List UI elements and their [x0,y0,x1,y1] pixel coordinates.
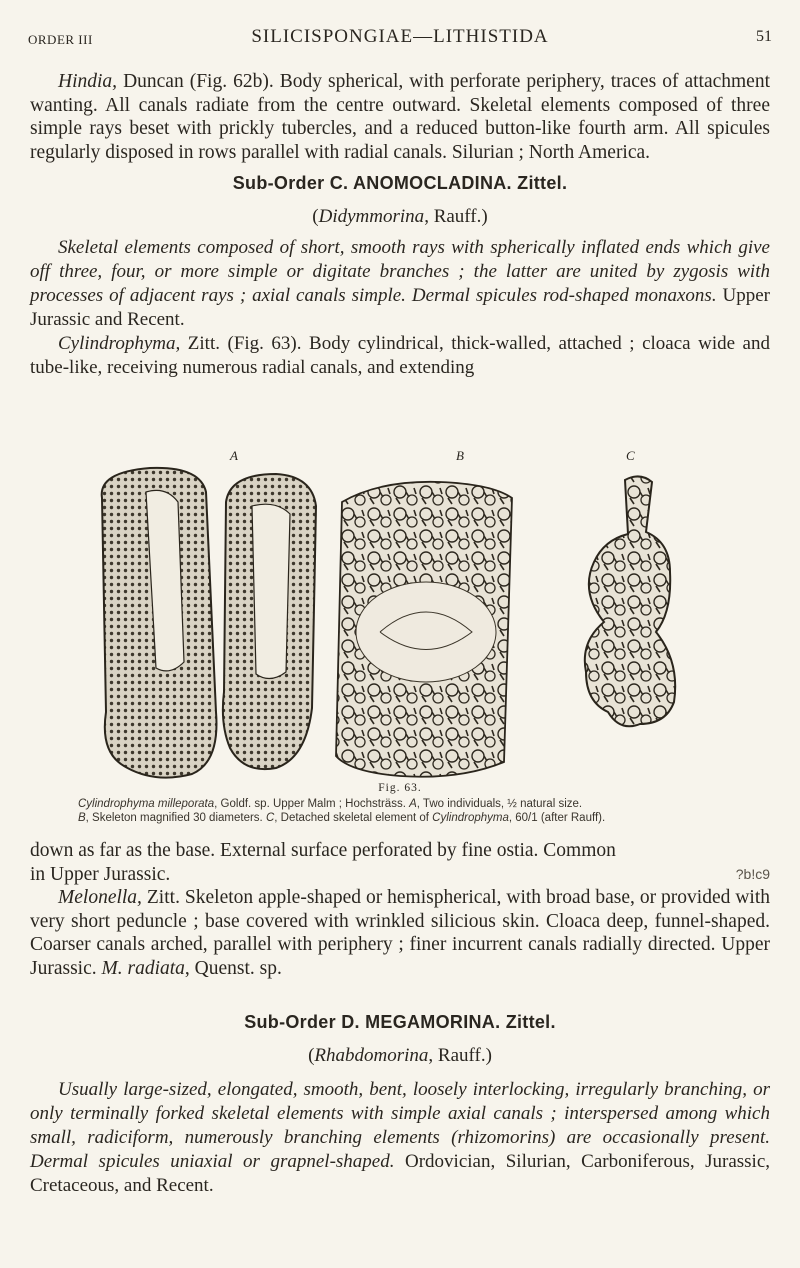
cylindrophyma-genus: Cylindrophyma, [58,333,181,354]
melonella-paragraph [30,886,770,980]
hindia-paragraph [30,70,770,164]
running-title: SILICISPONGIAE—LITHISTIDA [251,26,549,47]
figure-b-skeleton [336,482,512,777]
figure-caption [78,797,738,825]
caption-part-1: , Goldf. sp. Upper Malm ; Hochsträss. [214,798,410,810]
synonym-open: ( [312,206,319,227]
diagnosis-d-2: ) are occasionally present. Dermal spicules uniaxial or grapnel-shaped. [30,1127,770,1172]
hindia-text: Duncan (Fig. 62b). Body spherical, with perforate periphery, traces of attachment wanting. All canals radiate from the centre outward. Skeletal elements composed of three simple rays beset with prickly tubercles, and a reduced button-like fourth arm. All spicules regularly disposed in rows parallel with radial canals. Silurian ; North America. [30,71,770,163]
figure-label-b: B [456,448,464,463]
melonella-text: Zitt. Skeleton apple-shaped or hemispherical, with broad base, or provided with very short peduncle ; base covered with wrinkled silicious skin. Cloaca deep, funnel-shaped. Coarser canals arched, parallel with periphery ; finer incurrent canals radially directed. Upper Jurassic. [30,887,770,979]
synonym-d-open: ( [308,1045,315,1066]
figure-63 [80,448,720,778]
synonym-rest: , Rauff.) [424,206,488,227]
caption-part-5: , 60/1 (after Rauff). [508,812,606,824]
synonym-d-rest: , Rauff.) [428,1045,492,1066]
continuation-line-2-row [30,863,770,887]
figure-label-c: C [626,448,635,463]
suborder-c-diagnosis [30,236,770,380]
continuation-block [30,839,770,980]
diagnosis-text: Skeletal elements composed of short, smooth rays with spherically inflated ends which give off three, four, or more simple or digitate branches ; the latter are united by zygosis with processes of adjacent rays ; axial canals simple. Dermal spicules rod-shaped monaxons. [30,237,770,306]
figure-illustration [80,462,720,782]
caption-b: B [78,812,86,824]
synonym-name: Didymmorina [318,206,425,227]
order-label: ORDER III [28,32,93,47]
diagnosis-d-1: Usually large-sized, elongated, smooth, bent, loosely interlocking, irregularly branching, or only terminally forked skeletal elements with simple axial canals ; interspersed among which small, radiciform, numerously branching elements ( [30,1079,770,1148]
diagnosis-tail: Upper Jurassic and Recent. [30,285,770,330]
figure-label-a: A [230,448,238,463]
melonella-genus: Melonella, [58,887,142,908]
figure-a-individuals [102,468,316,778]
melonella-species: M. radiata [101,957,185,979]
diagnosis-d-tail: Ordovician, Silurian, Carboniferous, Jurassic, Cretaceous, and Recent. [30,1151,771,1196]
figure-title: Fig. 63. [378,782,422,794]
caption-part-3: , Skeleton magnified 30 diameters. [85,812,266,824]
page-number: 51 [756,28,772,45]
suborder-c-synonym [0,206,800,228]
caption-c: C [265,812,275,824]
caption-genus-2: Cylindrophyma [432,812,509,824]
hindia-genus: Hindia, [58,71,118,92]
synonym-d-name: Rhabdomorina [314,1045,429,1066]
caption-a: A [409,798,417,810]
suborder-d-synonym [0,1045,800,1067]
suborder-d-diagnosis [30,1078,770,1198]
cylindrophyma-text: Zitt. (Fig. 63). Body cylindrical, thick-walled, attached ; cloaca wide and tube-like, receiving numerous radial canals, and extending [30,333,770,378]
caption-genus: Cylindrophyma milleporata [78,798,215,810]
marginal-note: ?b!c9 [735,865,770,882]
suborder-c-heading: Sub-Order C. ANOMOCLADINA. Zittel. [232,173,568,193]
suborder-d-heading: Sub-Order D. MEGAMORINA. Zittel. [244,1012,556,1032]
cylindrophyma-paragraph [30,332,770,380]
continuation-line-2: in Upper Jurassic. [30,863,171,885]
melonella-species-tail: , Quenst. sp. [184,957,282,979]
continuation-line-1: down as far as the base. External surface perforated by fine ostia. Common [30,840,616,861]
figure-c-element [585,476,675,726]
caption-part-2: , Two individuals, ½ natural size. [416,798,583,810]
diagnosis-d-rhiz: rhizomorins [457,1127,550,1148]
running-header [28,26,772,54]
caption-part-4: , Detached skeletal element of [274,812,433,824]
